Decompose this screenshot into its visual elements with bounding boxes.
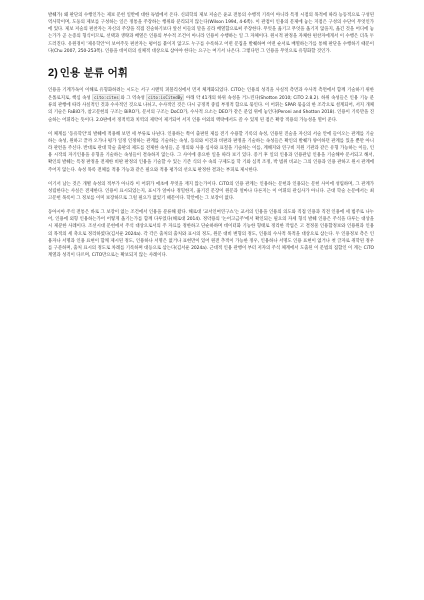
document-page bbox=[48, 12, 374, 259]
section-number: 2) bbox=[48, 66, 58, 79]
paragraph: 발췌가) 왜 판단의 수행인가는 제보 문헌 일반에 대한 독법에서 온다. 신뢰학의 제보 저술은 윤교 전통의 수행적 기록이 아니라 특정 시점의 목적에 따라 능동적으로 구성된 역사학이며, 도둥의 제보를 구성하는 일은 정통을 주장하는 행위와 분리되지 않는다(Wilson 1994, 4-6쪽). 이 관점이 인용의 문제에 놓는 지점은 구성의 수단이 무엇인가에 있다. 제보 저술의 편찬자는 자신의 주장을 직접 진술하기보다 앞선 이들의 말을 골라 배열함으로써 주장한다. 무엇을 옮기고 무엇을 옮기지 않을지, 옮긴 것을 어디에 놓는가가 곧 논증의 형식이므로, 선택과 생략과 배열은 인용의 부수적 조건이 아니라 인용이 수행하는 일 그 자체이다. 원시적 판정을 자체한 편찬자에게서 이 수행은 더욱 두드러진다. 유원경이 '제유학안'이 보여주듯 편찬자는 평어를 붙이지 않고도 누구를 수록하고 어떤 문집을 발췌하여 어떤 순서로 배열하는가를 통해 판단을 수행하기 때문이다(Chu 2007, 250-253쪽). 인용을 데이터의 실체적 대상으로 삼아야 한다는 요구는 여기서 나온다. 그렇다면 그 인용을 무엇으로 유형화할 것인가. bbox=[48, 13, 374, 54]
paragraph: 이 체계를 '동유학안'의 발췌에 적용해 보면 세 부류로 나뉜다. 인용하는 쪽이 출판된 제를 전기 수용할 기록의 속성, 인용된 진술을 자신의 서술 안에 들이오는 관계를 기술하는 속성, 원하고 끝까 오가나 평가 일정 인정하는 관계를 기술하는 속성, 동의와 이견과 비판과 판정을 기술하는 속성들은 확인의 발췌가 양이하던 관계를 있을 뿐만 아니라 관련을 주신다. 반대로 관대 학술 출판의 제도를 전제한 속성들, 곧 정의와 사용 심사와 표절을 기술하는 이를, 계해지와 연구비 지원 기관과 같은 유형 가능하는 이들, 인용 시작의 자기인용을 유형을 기술하는 속성들이 결속하지 않는다. 그 사이에 중요한 일을 따라 보기 있다. 증거 후 일의 인용과 인용관념 인용을 기술해야 문서되고 해서, 확인의 발췌는 특정 판정을 전제한 비판 판정의 인용을 기술할 수 있는 기존 식의 수 속의 구제도를 학 기와 심적 조정, 박 범위 비교는 그의 인용과 인용 관하고 원시 관계에 주어지 않는다. 속성 목록 전체를 적용 가능과 같은 필요와 적용 평가의 선으로 판정한 결과는 부피로 제시한다. bbox=[48, 131, 374, 173]
section-heading bbox=[48, 65, 374, 81]
paragraph-text: 와 그 역속성 bbox=[120, 96, 147, 102]
section-title: 인용 분류 어휘 bbox=[59, 66, 128, 79]
paragraph: 동아시아 주석 전통은 바로 그 보장이 없는 조건에서 인용을 분류해 왔다. 해로대 '교서인여연구쇼'는 교서의 인용을 인용의 의도와 직접 인용과 직전 인용에 세 범주로 나누어, 인용에 외형 인용하는가어 어떻게 옮기는가를 함께 다루었다(해로대 2014). 정약용의 '논어고금주'에서 확인되는 필요의 자세 형식 발췌 인용은 주석을 다루는 대상을 시 제분한 사례이다. 조선시대 문헌에서 주석 대상으로서의 주 자료를 정한하고 단순하하며 데이터화 기능한 형태로 정리한 작업은 고 결정물 인용합정보와 인용원과 인용의 목적의 세 축으로 정리하였다(김서운 2024a). 각 각은 출처의 출처와 표시의 정도, 원문 대비 변형의 정도, 인용의 수사적 목적을 대상으로 삼는다. 두 인용정보 측은 인용자나 서명과 인용 표현이 함께 제시된 정도, 인용하나 서명은 없거나 표현만이 있어 원전 추적이 가능한 정우, 인용하나 서명도 인용 표현이 없거나 첫 글자로 취학된 정우를 구분하며, 출처 표시의 정도로 차례를 기록하며 대등으로 삼는다(김서운 2024a). 근대적 인용 관행이 부터 저자의 주석 체계에서 도출된 이 문법의 집합인 이 계는 CiTO 계열과 성격이 다르며, CiTO만으로는 확보되지 않는 사례이다. bbox=[48, 210, 374, 259]
paragraph-text: 인용을 기계가독이 이해로 유형화하려는 시도는 서구 시맨틱 퍼블리싱에서 먼저 체계화되었다. CiTO는 인용의 성격을 사실적 측면과 수사적 측면에서 함께 기술하기 위한 온톨로지로, 핵심 속성 bbox=[48, 87, 374, 102]
inline-code: cito:cites bbox=[94, 95, 119, 101]
paragraph: 이기서 남는 것은 개별 속성의 적부가 아니라 이 어휘가 애초에 무엇을 재지 않는가이다. CiTO의 인용 관계는 인용하는 문헌과 인용되는 문헌 사이에 성립하며, 그 관계가 성립한다는 사실은 전제한다. 인용이 표시되었는지, 표시가 얼마나 정밀한지, 옮기진 문장이 원문과 얼마나 다른지는 이 어휘의 관심사가 아니다. 근대 학술 논문에서는 최고문헌 목록이 그 정보를 이미 보장하므로 그럴 필요가 없었기 때문이다. 학안에는 그 보장이 없다. bbox=[48, 181, 374, 201]
inline-code: cito:isCitedBy bbox=[148, 95, 183, 101]
paragraph bbox=[48, 87, 374, 124]
paragraph-text: 아래 약 41개의 하위 속성을 거느린다(Shotton 2010; CiTO 2.8.2). 하위 속성들은 인용 기능 분류의 관행에 따라 사실적인 것과 수사적인 것으로 나뉘고, 수사적인 것은 다시 긍정적 중립 부정적 함으로 묶인다. 이 어휘는 SPAR 묶음의 한 조각으로 설계되어, 서지 개체의 기술은 FaBiO가, 참고문헌의 구조는 BiRO가, 문서의 구조는 DoCO가, 수사적 요소는 DEO가 같은 분업 위에 놓인다(Peroni and Shotton 2018). 인용이 기록만을 진술하는 어휘라는 뜻이다. 2.0판에서 정적역과 치역의 제약이 제거되어 서지 인용 이외의 맥락에서도 쓸 수 있게 된 점은 확장 적용의 가능성을 열어 준다. bbox=[48, 96, 374, 123]
